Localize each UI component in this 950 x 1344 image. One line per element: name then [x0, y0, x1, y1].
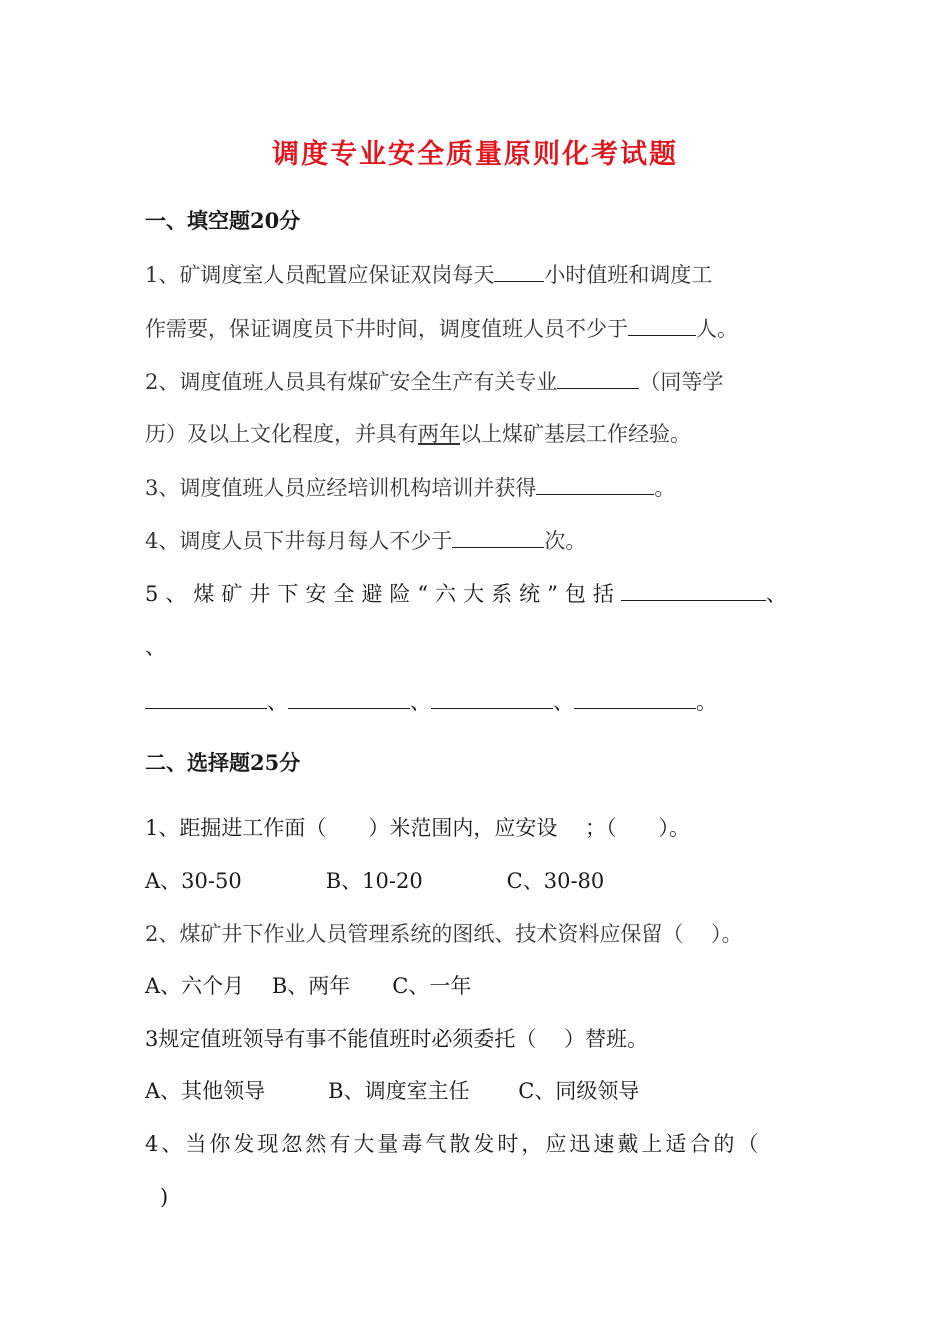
fill-question-1-line1 — [145, 259, 712, 290]
section2-heading: 二、选择题25分 — [145, 750, 301, 775]
answer-blank[interactable] — [628, 313, 696, 336]
answer-blank[interactable] — [621, 578, 766, 601]
document-title: 调度专业安全质量原则化考试题 — [272, 139, 678, 170]
q2-text-b: （同等学 — [639, 370, 724, 394]
fill-question-5-line3 — [145, 686, 717, 717]
q5-separator: 、 — [267, 690, 288, 714]
answer-blank[interactable] — [494, 259, 544, 282]
answer-blank[interactable] — [288, 686, 410, 709]
q1-text-a: 1、矿调度室人员配置应保证双岗每天 — [145, 263, 495, 287]
choice-question-3-options: A、其他领导 B、调度室主任 C、同级领导 — [145, 1079, 640, 1103]
fill-question-2-line1 — [145, 366, 723, 397]
answer-blank[interactable] — [431, 686, 553, 709]
choice-question-1-options: A、30-50 B、10-20 C、30-80 — [145, 869, 605, 893]
fill-question-5-line2: 、 — [145, 635, 166, 659]
q2-underlined-answer: 两年 — [418, 422, 460, 446]
q2-text-a: 2、调度值班人员具有煤矿安全生产有关专业 — [145, 370, 558, 394]
q3-text-b: 。 — [654, 476, 676, 500]
answer-blank[interactable] — [557, 366, 639, 389]
choice-question-2: 2、煤矿井下作业人员管理系统的图纸、技术资料应保留（ ）。 — [145, 922, 743, 946]
fill-question-1-line2 — [145, 313, 738, 344]
fill-question-5-line1 — [145, 578, 787, 609]
fill-question-3 — [145, 472, 675, 503]
fill-question-4 — [145, 525, 586, 556]
answer-blank[interactable] — [452, 525, 544, 548]
q1-text-b: 小时值班和调度工 — [544, 263, 713, 287]
q5-text-a: 5、煤矿井下安全避险“六大系统”包括 — [145, 582, 621, 606]
choice-question-3: 3规定值班领导有事不能值班时必须委托（ ）替班。 — [145, 1027, 649, 1051]
q5-separator: 、 — [410, 690, 431, 714]
fill-question-2-line2 — [145, 419, 691, 449]
answer-blank[interactable] — [145, 686, 267, 709]
q3-text-a: 3、调度值班人员应经培训机构培训并获得 — [145, 476, 537, 500]
q4-text-b: 次。 — [544, 529, 587, 553]
answer-blank[interactable] — [574, 686, 696, 709]
q1-text-d: 人。 — [696, 317, 738, 341]
section1-heading: 一、填空题20分 — [145, 208, 301, 233]
q4-text-a: 4、调度人员下井每月每人不少于 — [145, 529, 453, 553]
q1-text-c: 作需要，保证调度员下井时间，调度值班人员不少于 — [145, 317, 628, 341]
choice-question-1: 1、距掘进工作面（ ）米范围内，应安设 ；（ ）。 — [145, 816, 691, 840]
q2-text-d: 以上煤矿基层工作经验。 — [460, 422, 691, 446]
q2-text-c: 历）及以上文化程度，并具有 — [145, 422, 418, 446]
choice-question-4: 4、当你发现忽然有大量毒气散发时，应迅速戴上适合的（ — [145, 1132, 762, 1156]
q5-separator: 、 — [765, 582, 787, 606]
choice-question-4-continued: ) — [160, 1185, 169, 1209]
choice-question-2-options: A、六个月 B、两年 C、一年 — [145, 974, 472, 998]
q5-end: 。 — [696, 690, 717, 714]
answer-blank[interactable] — [536, 472, 654, 495]
q5-separator: 、 — [553, 690, 574, 714]
